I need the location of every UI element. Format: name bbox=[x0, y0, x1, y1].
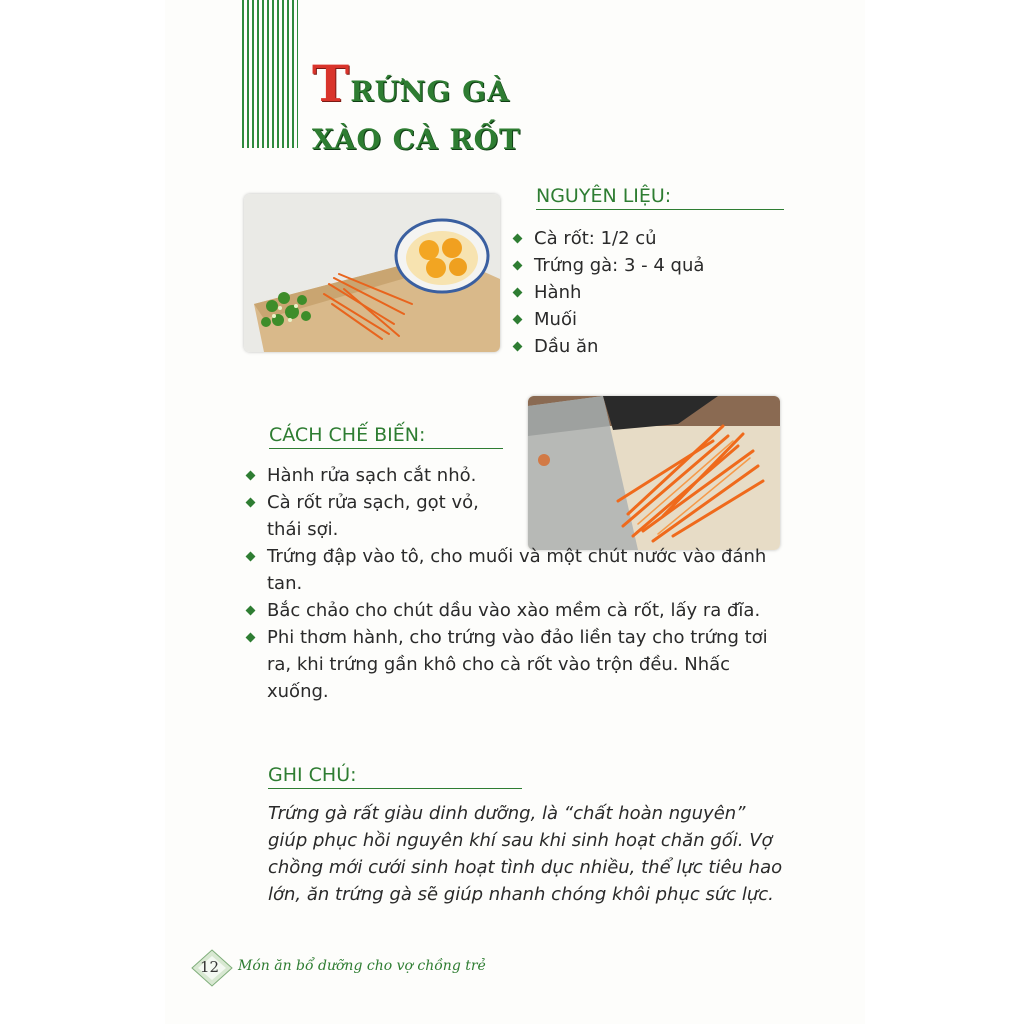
bullet-diamond-icon bbox=[513, 261, 523, 271]
ingredients-photo bbox=[244, 194, 500, 352]
bullet-diamond-icon bbox=[246, 552, 256, 562]
note-text: Trứng gà rất giàu dinh dưỡng, là “chất hoàn nguyên” giúp phục hồi nguyên khí sau khi sinh hoạt chăn gối. Vợ chồng mới cưới sinh hoạt tình dục nhiều, thể lực tiêu hao lớn, ăn trứng gà sẽ giúp nhanh chóng khôi phục sức lực. bbox=[268, 803, 783, 905]
decorative-stripes bbox=[242, 0, 298, 148]
list-item: Cà rốt: 1/2 củ bbox=[512, 225, 782, 252]
title-drop-letter: T bbox=[312, 54, 351, 113]
method-heading: CÁCH CHẾ BIẾN: bbox=[269, 424, 503, 449]
bullet-diamond-icon bbox=[246, 498, 256, 508]
bullet-diamond-icon bbox=[246, 471, 256, 481]
list-item: Hành rửa sạch cắt nhỏ. bbox=[245, 462, 503, 489]
bullet-diamond-icon bbox=[513, 234, 523, 244]
bullet-diamond-icon bbox=[513, 315, 523, 325]
page-number: 12 bbox=[200, 958, 220, 976]
method-steps-list bbox=[245, 462, 785, 705]
list-item: Muối bbox=[512, 306, 782, 333]
list-item: Dầu ăn bbox=[512, 333, 782, 360]
list-item: Bắc chảo cho chút dầu vào xào mềm cà rốt, lấy ra đĩa. bbox=[245, 597, 785, 624]
bullet-diamond-icon bbox=[513, 342, 523, 352]
title-line1: RỨNG GÀ bbox=[350, 75, 510, 108]
list-item: Trứng đập vào tô, cho muối và một chút nước vào đánh tan. bbox=[245, 543, 785, 597]
ingredients-list bbox=[512, 225, 782, 360]
list-item: Hành bbox=[512, 279, 782, 306]
list-item: Phi thơm hành, cho trứng vào đảo liền tay cho trứng tơi ra, khi trứng gần khô cho cà rốt vào trộn đều. Nhấc xuống. bbox=[245, 624, 785, 705]
note-heading: GHI CHÚ: bbox=[268, 764, 522, 789]
bullet-diamond-icon bbox=[513, 288, 523, 298]
title-line2: XÀO CÀ RỐT bbox=[312, 123, 521, 156]
book-title-footer: Món ăn bổ dưỡng cho vợ chồng trẻ bbox=[238, 958, 486, 974]
recipe-title bbox=[312, 54, 521, 164]
list-item: Trứng gà: 3 - 4 quả bbox=[512, 252, 782, 279]
bullet-diamond-icon bbox=[246, 606, 256, 616]
list-item: Cà rốt rửa sạch, gọt vỏ, thái sợi. bbox=[245, 489, 503, 543]
bullet-diamond-icon bbox=[246, 633, 256, 643]
ingredients-heading: NGUYÊN LIỆU: bbox=[536, 185, 784, 210]
